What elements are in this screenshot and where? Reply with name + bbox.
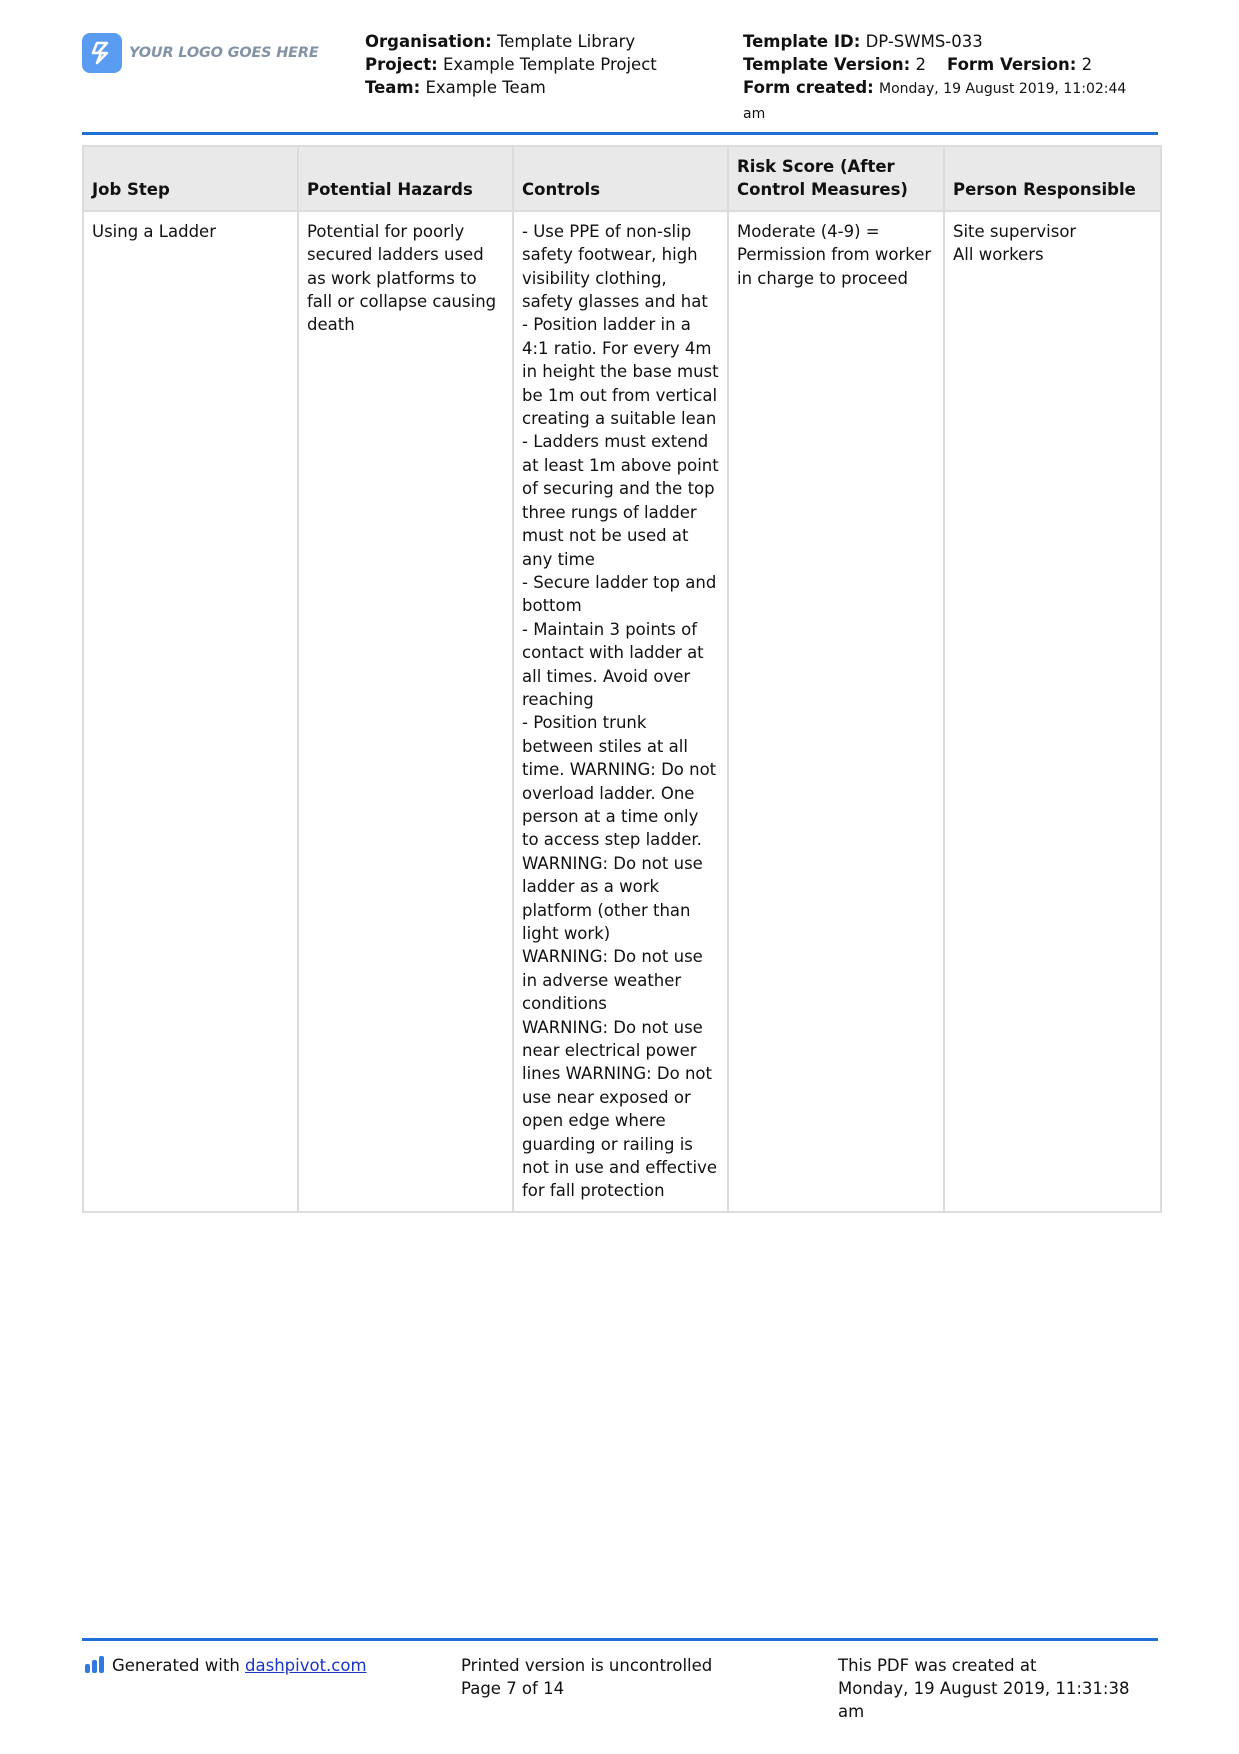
footer-divider bbox=[82, 1638, 1158, 1641]
form-created-label: Form created: bbox=[743, 78, 874, 97]
logo-icon bbox=[82, 33, 122, 73]
column-header-person-responsible: Person Responsible bbox=[944, 146, 1161, 211]
table-row bbox=[83, 211, 1161, 1212]
template-id-value: DP-SWMS-033 bbox=[865, 32, 983, 51]
footer-print-info bbox=[461, 1654, 712, 1700]
team-label: Team: bbox=[365, 78, 421, 97]
project-value: Example Template Project bbox=[442, 55, 657, 74]
header-template-info bbox=[743, 30, 1143, 126]
column-header-controls: Controls bbox=[513, 146, 728, 211]
generated-prefix: Generated with bbox=[112, 1656, 246, 1675]
column-header-job-step: Job Step bbox=[83, 146, 298, 211]
swms-table bbox=[82, 145, 1162, 1213]
uncontrolled-notice: Printed version is uncontrolled bbox=[461, 1656, 713, 1675]
pdf-created-value: Monday, 19 August 2019, 11:31:38 am bbox=[838, 1679, 1130, 1721]
template-version-value: 2 bbox=[915, 55, 926, 74]
cell-job-step: Using a Ladder bbox=[83, 211, 298, 1212]
organisation-label: Organisation: bbox=[365, 32, 492, 51]
column-header-potential-hazards: Potential Hazards bbox=[298, 146, 513, 211]
column-header-risk-score: Risk Score (After Control Measures) bbox=[728, 146, 944, 211]
cell-controls: - Use PPE of non-slip safety footwear, high visibility clothing, safety glasses and hat - Position ladder in a 4:1 ratio. For every 4m in height the base must be 1m out from vertical creating a suitable lean - Ladders must extend at least 1m above point of securing and the top three rungs of ladder must not be used at any time - Secure ladder top and bottom - Maintain 3 points of contact with ladder at all times. Avoid over reaching - Position trunk between stiles at all time. WARNING: Do not overload ladder. One person at a time only to access step ladder. WARNING: Do not use ladder as a work platform (other than light work) WARNING: Do not use in adverse weather conditions WARNING: Do not use near electrical power lines WARNING: Do not use near exposed or open edge where guarding or railing is not in use and effective for fall protection bbox=[513, 211, 728, 1212]
template-version-label: Template Version: bbox=[743, 55, 911, 74]
dashpivot-link[interactable]: dashpivot.com bbox=[245, 1656, 367, 1675]
table-header-row bbox=[83, 146, 1161, 211]
dashpivot-bars-icon bbox=[85, 1656, 104, 1673]
header-project-info bbox=[365, 30, 657, 99]
template-id-label: Template ID: bbox=[743, 32, 861, 51]
pdf-created-label: This PDF was created at bbox=[838, 1656, 1037, 1675]
footer-created-info bbox=[838, 1654, 1138, 1723]
cell-person-responsible: Site supervisor All workers bbox=[944, 211, 1161, 1212]
logo-text: YOUR LOGO GOES HERE bbox=[129, 45, 319, 61]
form-version-label: Form Version: bbox=[946, 55, 1077, 74]
cell-risk-score: Moderate (4-9) = Permission from worker in charge to proceed bbox=[728, 211, 944, 1212]
header-divider bbox=[82, 132, 1158, 135]
company-logo bbox=[82, 33, 319, 73]
team-value: Example Team bbox=[425, 78, 546, 97]
organisation-value: Template Library bbox=[496, 32, 636, 51]
cell-potential-hazards: Potential for poorly secured ladders used as work platforms to fall or collapse causing death bbox=[298, 211, 513, 1212]
form-version-value: 2 bbox=[1081, 55, 1093, 74]
project-label: Project: bbox=[365, 55, 438, 74]
footer-generated bbox=[85, 1654, 367, 1677]
form-created-value: Monday, 19 August 2019, 11:02:44 am bbox=[743, 81, 1127, 122]
page-number: Page 7 of 14 bbox=[461, 1679, 565, 1698]
